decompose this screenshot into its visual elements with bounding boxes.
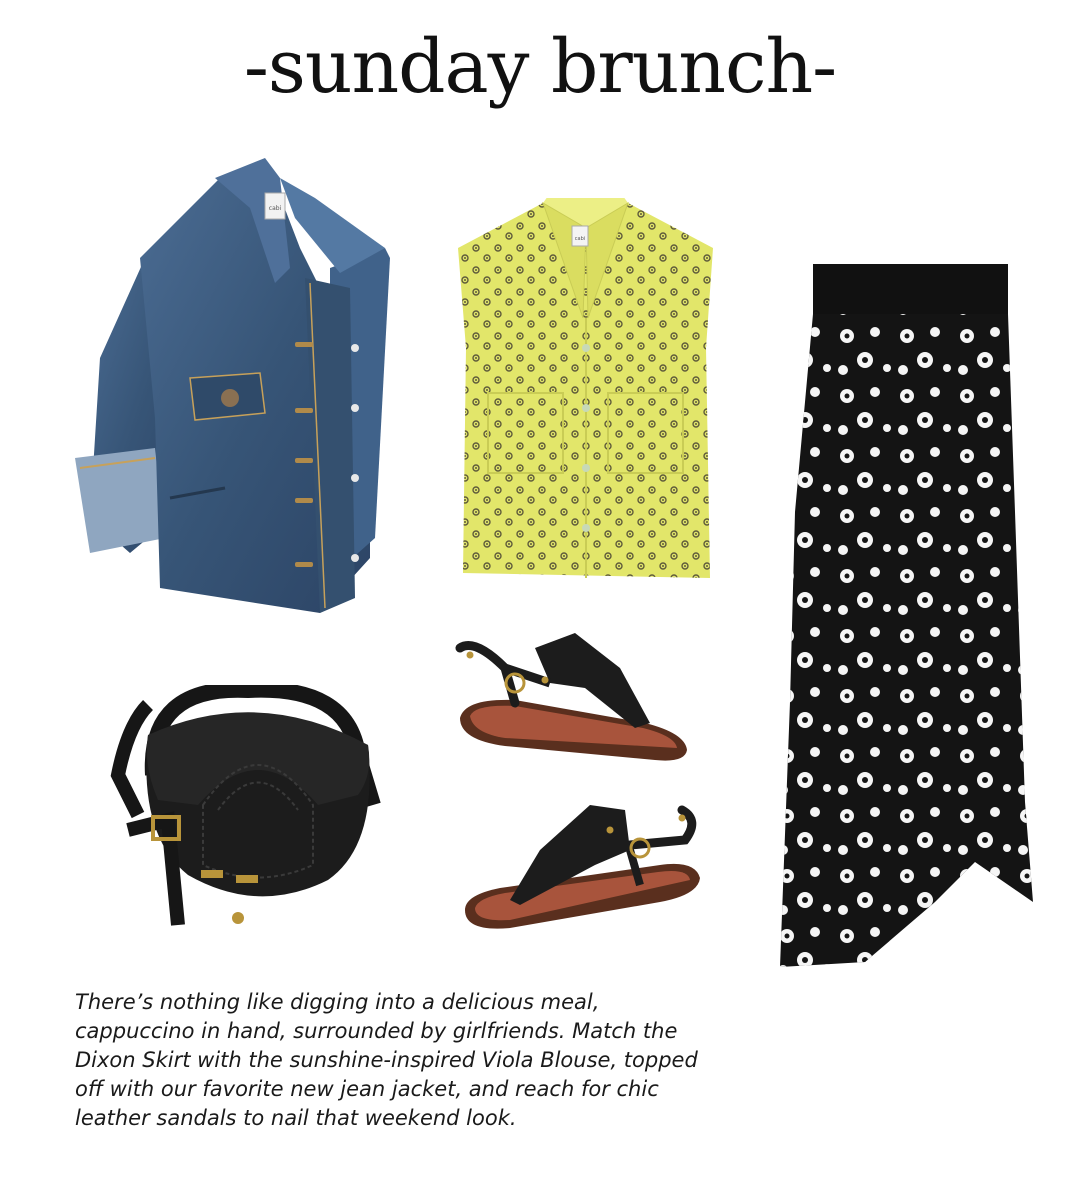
black-floral-skirt-image[interactable]	[775, 262, 1045, 972]
sandal-bottom-image[interactable]	[460, 780, 710, 940]
denim-jacket-image[interactable]	[70, 158, 400, 623]
caption-line: There’s nothing like digging into a delicious meal,	[75, 990, 600, 1014]
black-saddle-bag-image[interactable]	[108, 685, 408, 940]
blouse-label-tag: cabi	[574, 236, 586, 242]
caption-line: cappuccino in hand, surrounded by girlfriends. Match the	[75, 1019, 678, 1043]
caption-line: leather sandals to nail that weekend look.	[75, 1106, 517, 1130]
caption-text	[75, 988, 755, 1133]
sandal-top-image[interactable]	[445, 628, 695, 768]
caption-line: off with our favorite new jean jacket, and reach for chic	[75, 1077, 659, 1101]
yellow-blouse-image[interactable]	[448, 198, 723, 583]
jacket-label-tag: cabi	[268, 205, 282, 212]
caption-line: Dixon Skirt with the sunshine-inspired Viola Blouse, topped	[75, 1048, 698, 1072]
page-title: -sunday brunch-	[243, 24, 837, 110]
